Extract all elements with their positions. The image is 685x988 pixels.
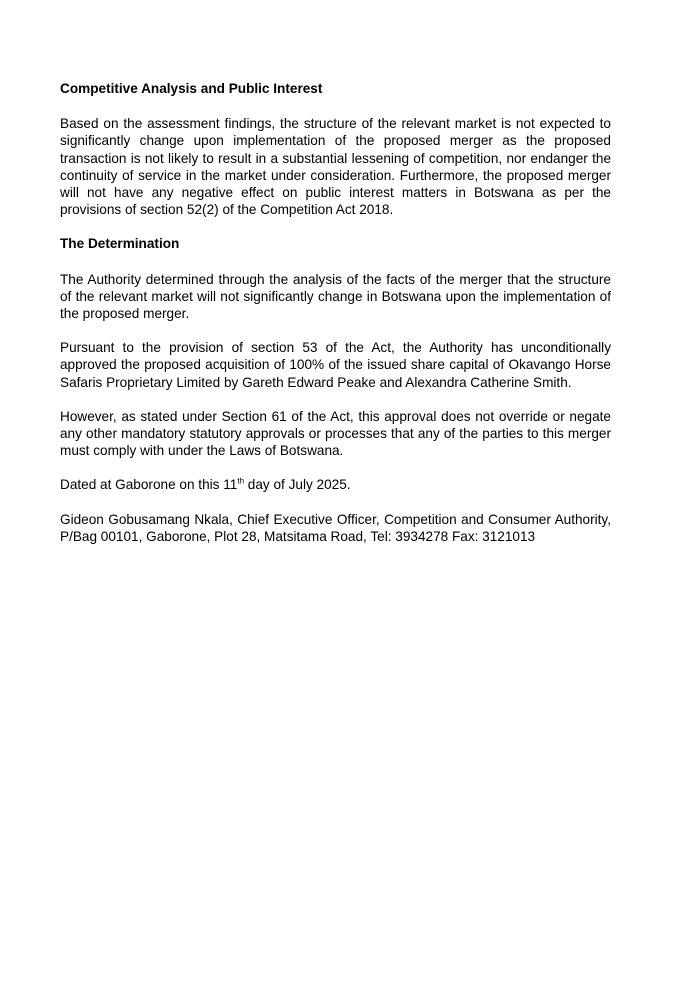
dated-superscript: th	[237, 476, 245, 486]
section-heading-competitive-analysis: Competitive Analysis and Public Interest	[60, 81, 323, 96]
dated-line	[60, 476, 611, 493]
dated-suffix: day of July 2025.	[244, 477, 351, 493]
signature-block: Gideon Gobusamang Nkala, Chief Executive Officer, Competition and Consumer Authority, P/Bag 00101, Gaborone, Plot 28, Matsitama Road, Tel: 3934278 Fax: 3121013	[60, 511, 611, 544]
section-heading-determination: The Determination	[60, 236, 180, 252]
dated-prefix: Dated at Gaborone on this 11	[60, 477, 238, 493]
determination-paragraph-2: Pursuant to the provision of section 53 of the Act, the Authority has unconditionally approved the proposed acquisition of 100% of the issued share capital of Okavango Horse Safaris Proprietary Limited by Gareth Edward Peake and Alexandra Catherine Smith.	[60, 340, 611, 390]
document-body	[60, 80, 611, 562]
determination-paragraph-1: The Authority determined through the analysis of the facts of the merger that the structure of the relevant market will not significantly change in Botswana upon the implementation of the proposed merger.	[60, 271, 611, 322]
determination-paragraph-3: However, as stated under Section 61 of the Act, this approval does not override or negate any other mandatory statutory approvals or processes that any of the parties to this merger must comply with under the Laws of Botswana.	[60, 408, 611, 459]
competitive-analysis-paragraph: Based on the assessment findings, the structure of the relevant market is not expected to significantly change upon implementation of the proposed merger as the proposed transaction is not likely to result in a substantial lessening of competition, nor endanger the continuity of service in the market under consideration. Furthermore, the proposed merger will not have any negative effect on public interest matters in Botswana as per the provisions of section 52(2) of the Competition Act 2018.	[60, 116, 611, 218]
